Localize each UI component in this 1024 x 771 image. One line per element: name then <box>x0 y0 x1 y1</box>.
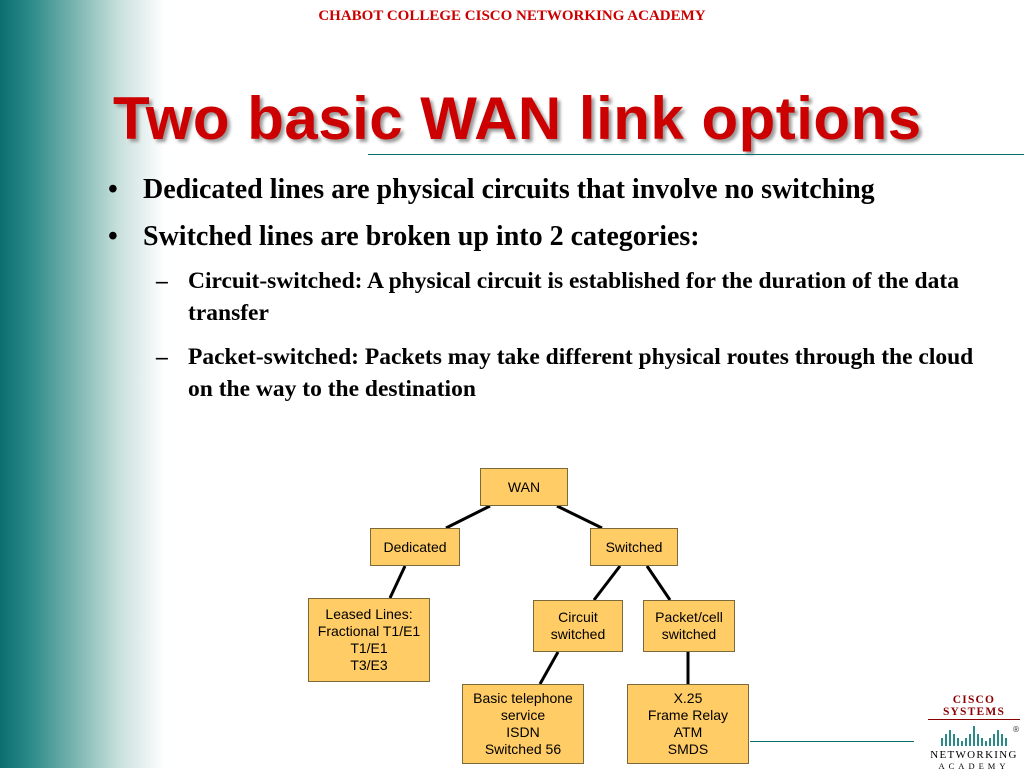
bullet-marker: • <box>108 221 118 252</box>
bullet-text: Dedicated lines are physical circuits that involve no switching <box>143 174 875 205</box>
bullet-item <box>100 171 1000 209</box>
sub-bullet-text: Circuit-switched: A physical circuit is established for the duration of the data transfer <box>188 268 959 326</box>
edge-wan-dedicated <box>446 506 490 528</box>
edge-dedicated-leased <box>390 566 405 598</box>
bottom-rule <box>750 741 914 742</box>
logo-bridge-bars-icon <box>928 724 1020 746</box>
node-circuit-switched: Circuit switched <box>533 600 623 652</box>
sub-bullet-marker: – <box>156 344 168 370</box>
cisco-networking-academy-logo <box>928 694 1024 771</box>
sub-bullet-item <box>100 341 1000 405</box>
title-rule <box>368 154 1024 155</box>
node-switched: Switched <box>590 528 678 566</box>
edge-circuit-telephone <box>540 652 558 684</box>
bullet-text: Switched lines are broken up into 2 categories: <box>143 221 700 252</box>
logo-networking: NETWORKING <box>930 749 1018 761</box>
sub-bullet-marker: – <box>156 268 168 294</box>
node-wan: WAN <box>480 468 568 506</box>
node-x25-group: X.25 Frame Relay ATM SMDS <box>627 684 749 764</box>
bullet-list <box>100 171 1000 417</box>
edge-wan-switched <box>557 506 602 528</box>
bullet-marker: • <box>108 174 118 205</box>
sub-bullet-text: Packet-switched: Packets may take different physical routes through the cloud on the way to the destination <box>188 344 974 402</box>
logo-academy: ACADEMY <box>938 761 1010 771</box>
sub-bullet-item <box>100 265 1000 329</box>
node-dedicated: Dedicated <box>370 528 460 566</box>
edge-switched-packet <box>647 566 670 600</box>
slide-title: Two basic WAN link options <box>113 85 922 152</box>
node-leased-lines: Leased Lines: Fractional T1/E1 T1/E1 T3/E3 <box>308 598 430 682</box>
edge-switched-circuit <box>594 566 620 600</box>
logo-registered-mark: ® <box>1012 725 1020 734</box>
bullet-item <box>100 218 1000 256</box>
node-basic-telephone: Basic telephone service ISDN Switched 56 <box>462 684 584 764</box>
node-packet-cell-switched: Packet/cell switched <box>643 600 735 652</box>
header-org: CHABOT COLLEGE CISCO NETWORKING ACADEMY <box>318 8 706 24</box>
logo-cisco-systems: CISCO SYSTEMS <box>928 694 1020 720</box>
